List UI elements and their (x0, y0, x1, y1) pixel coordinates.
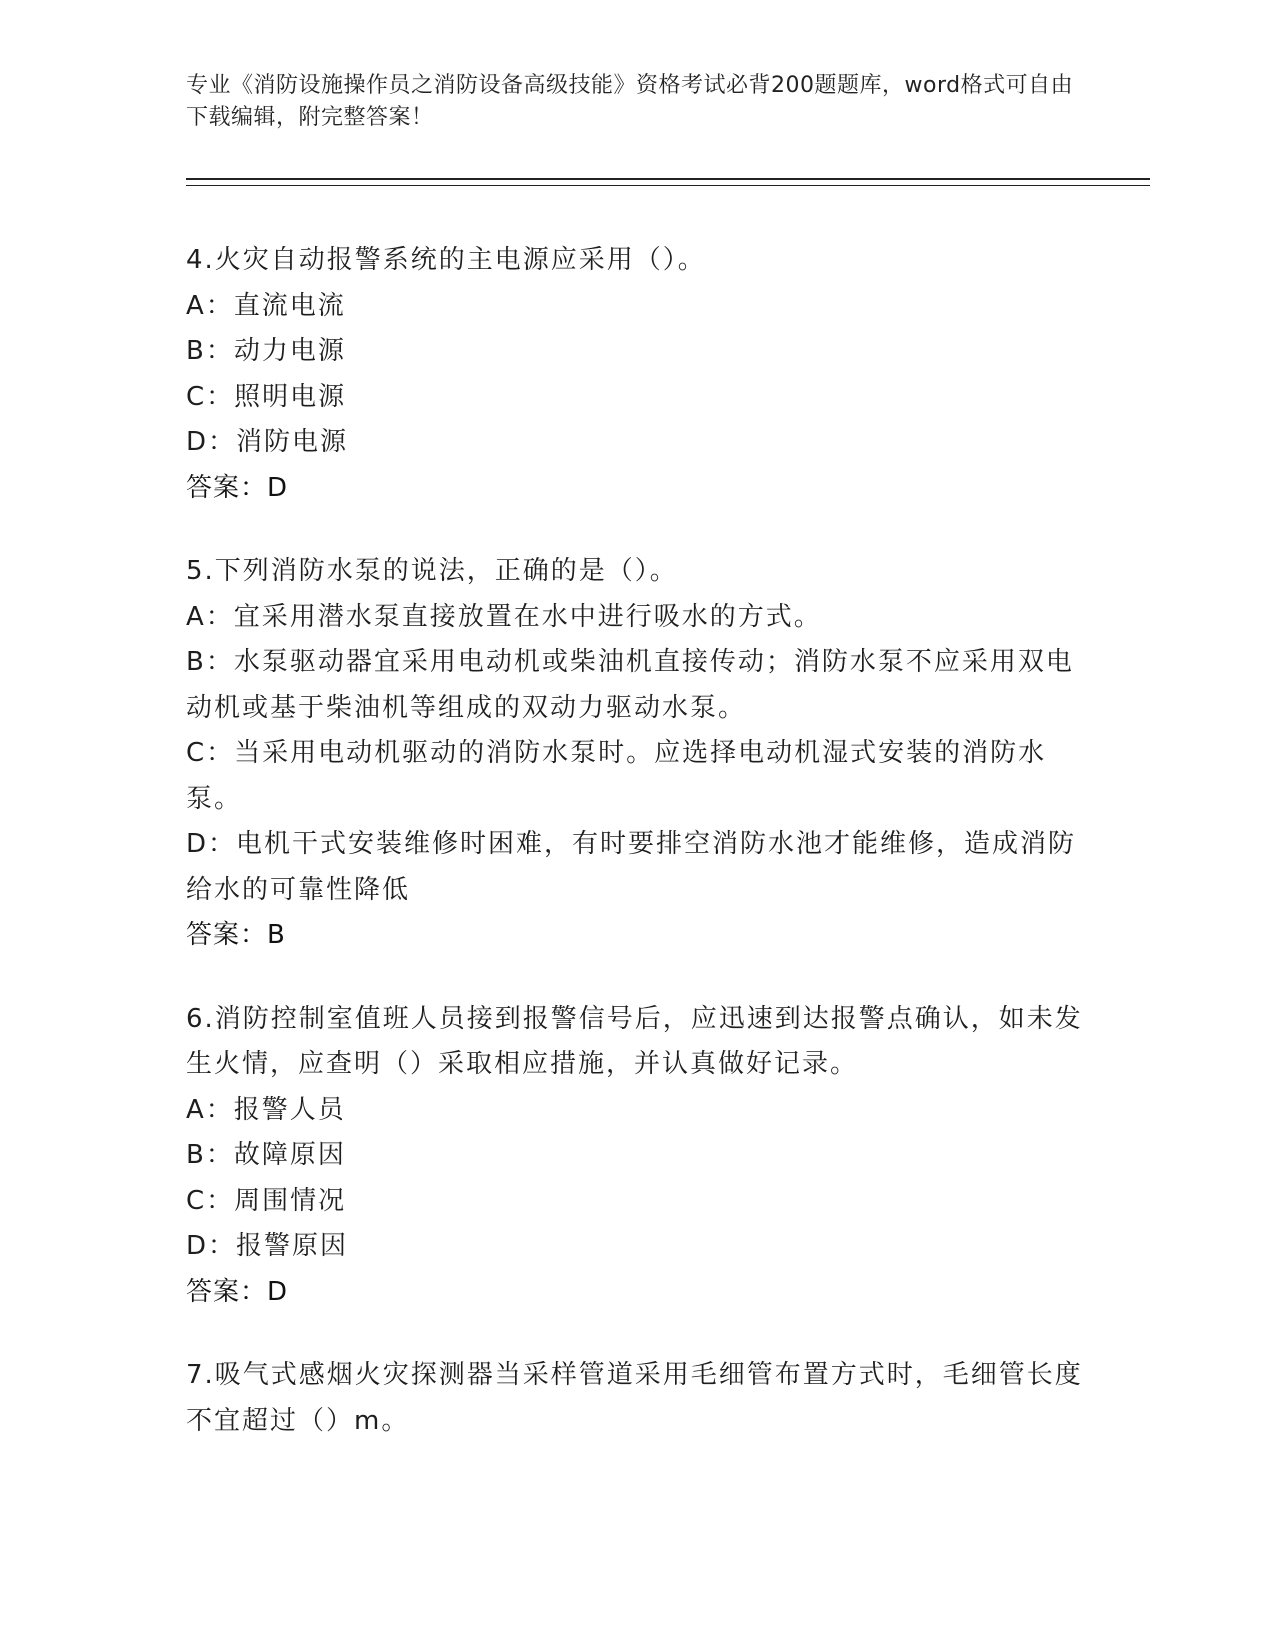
option-b: B：故障原因 (186, 1140, 346, 1170)
option-a: A：宜采用潜水泵直接放置在水中进行吸水的方式。 (186, 601, 822, 632)
option-d: D：电机干式安装维修时困难，有时要排空消防水池才能维修，造成消防给水的可靠性降低 (186, 829, 1077, 905)
question-stem: 6.消防控制室值班人员接到报警信号后，应迅速到达报警点确认，如未发生火情，应查明（）采取相应措施，并认真做好记录。 (186, 1003, 1083, 1079)
option-c: C：照明电源 (186, 381, 347, 412)
option-c: C：周围情况 (186, 1185, 347, 1216)
option-d: D：消防电源 (186, 427, 349, 457)
option-d: D：报警原因 (186, 1231, 349, 1261)
question-stem: 5.下列消防水泵的说法，正确的是（）。 (186, 556, 678, 586)
header-divider (186, 178, 1150, 186)
question-6 (186, 997, 1086, 1316)
option-a: A：直流电流 (186, 290, 346, 321)
question-stem: 4.火灾自动报警系统的主电源应采用（）。 (186, 245, 706, 275)
answer: 答案：D (186, 1276, 289, 1307)
option-c: C：当采用电动机驱动的消防水泵时。应选择电动机湿式安装的消防水泵。 (186, 738, 1047, 814)
option-b: B：水泵驱动器宜采用电动机或柴油机直接传动；消防水泵不应采用双电动机或基于柴油机等组成的双动力驱动水泵。 (186, 647, 1074, 723)
option-b: B：动力电源 (186, 336, 346, 366)
question-stem: 7.吸气式感烟火灾探测器当采样管道采用毛细管布置方式时，毛细管长度不宜超过（）m。 (186, 1360, 1083, 1436)
question-7 (186, 1353, 1086, 1444)
question-4 (186, 238, 1086, 511)
question-5 (186, 549, 1086, 959)
answer: 答案：D (186, 472, 289, 503)
question-list (186, 238, 1086, 1482)
answer: 答案：B (186, 920, 286, 950)
option-a: A：报警人员 (186, 1094, 346, 1125)
document-intro: 专业《消防设施操作员之消防设备高级技能》资格考试必背200题题库，word格式可自由下载编辑，附完整答案！ (186, 73, 1074, 130)
